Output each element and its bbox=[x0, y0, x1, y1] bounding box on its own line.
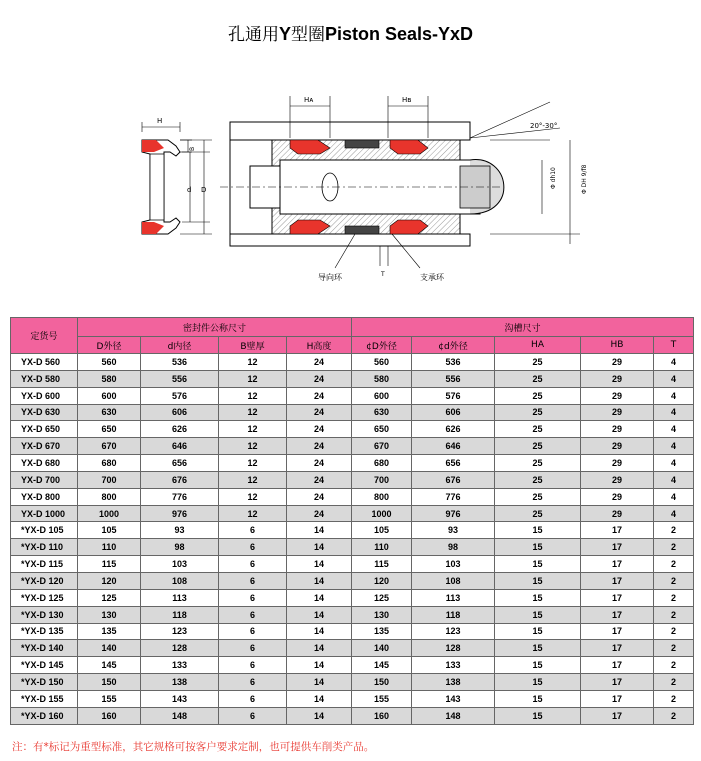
table-cell: 140 bbox=[352, 640, 412, 657]
table-cell: 108 bbox=[141, 572, 219, 589]
table-cell: 17 bbox=[581, 674, 654, 691]
header-group-groove: 沟槽尺寸 bbox=[352, 318, 694, 337]
table-cell: 25 bbox=[495, 505, 581, 522]
table-row bbox=[11, 522, 694, 539]
table-cell: 576 bbox=[141, 387, 219, 404]
label-h: H bbox=[157, 117, 163, 125]
table-cell: 800 bbox=[352, 488, 412, 505]
title-y: Y bbox=[278, 24, 291, 44]
table-cell: 15 bbox=[495, 522, 581, 539]
table-cell: 115 bbox=[78, 556, 141, 573]
table-cell: 646 bbox=[141, 438, 219, 455]
table-cell: 115 bbox=[352, 556, 412, 573]
table-cell: 29 bbox=[581, 438, 654, 455]
table-cell: 6 bbox=[219, 572, 287, 589]
table-row bbox=[11, 640, 694, 657]
table-cell: 103 bbox=[141, 556, 219, 573]
table-cell: 700 bbox=[78, 471, 141, 488]
table-cell: 560 bbox=[352, 354, 412, 371]
table-cell: 600 bbox=[352, 387, 412, 404]
table-row bbox=[11, 539, 694, 556]
table-cell: 6 bbox=[219, 556, 287, 573]
table-body bbox=[11, 354, 694, 725]
table-cell: 1000 bbox=[352, 505, 412, 522]
table-cell: 133 bbox=[141, 657, 219, 674]
table-cell: 15 bbox=[495, 539, 581, 556]
table-row bbox=[11, 572, 694, 589]
table-cell: 6 bbox=[219, 589, 287, 606]
table-cell: 120 bbox=[352, 572, 412, 589]
page-title bbox=[0, 20, 701, 45]
table-cell: 556 bbox=[412, 370, 495, 387]
table-cell: 2 bbox=[654, 657, 694, 674]
table-cell: 17 bbox=[581, 690, 654, 707]
table-cell: 6 bbox=[219, 539, 287, 556]
table-cell: 15 bbox=[495, 690, 581, 707]
table-cell: 93 bbox=[412, 522, 495, 539]
table-cell: 2 bbox=[654, 539, 694, 556]
table-cell: 155 bbox=[78, 690, 141, 707]
table-cell: 120 bbox=[78, 572, 141, 589]
table-cell: 4 bbox=[654, 455, 694, 472]
table-cell: 606 bbox=[412, 404, 495, 421]
table-cell: 148 bbox=[412, 707, 495, 724]
table-cell: 576 bbox=[412, 387, 495, 404]
table-cell: 6 bbox=[219, 606, 287, 623]
table-cell: 25 bbox=[495, 387, 581, 404]
table-row bbox=[11, 707, 694, 724]
table-cell: 2 bbox=[654, 640, 694, 657]
table-cell: 670 bbox=[352, 438, 412, 455]
table-cell: 123 bbox=[412, 623, 495, 640]
table-cell: 17 bbox=[581, 522, 654, 539]
table-cell: 128 bbox=[412, 640, 495, 657]
table-cell: 17 bbox=[581, 572, 654, 589]
table-cell: 6 bbox=[219, 640, 287, 657]
table-cell: 24 bbox=[287, 404, 352, 421]
table-cell: 2 bbox=[654, 623, 694, 640]
table-cell: 800 bbox=[78, 488, 141, 505]
table-cell: 24 bbox=[287, 471, 352, 488]
header-col: ¢d外径 bbox=[412, 337, 495, 354]
table-row bbox=[11, 471, 694, 488]
table-cell: 2 bbox=[654, 674, 694, 691]
table-cell: 105 bbox=[78, 522, 141, 539]
table-cell: 6 bbox=[219, 657, 287, 674]
table-cell: 656 bbox=[141, 455, 219, 472]
table-cell-model: YX-D 560 bbox=[11, 354, 78, 371]
table-cell-model: *YX-D 115 bbox=[11, 556, 78, 573]
table-cell: 29 bbox=[581, 404, 654, 421]
table-cell: 118 bbox=[141, 606, 219, 623]
table-cell: 14 bbox=[287, 539, 352, 556]
table-row bbox=[11, 387, 694, 404]
table-cell: 133 bbox=[412, 657, 495, 674]
table-cell-model: YX-D 700 bbox=[11, 471, 78, 488]
table-cell: 2 bbox=[654, 556, 694, 573]
table-cell: 24 bbox=[287, 387, 352, 404]
table-cell: 15 bbox=[495, 572, 581, 589]
table-cell: 98 bbox=[412, 539, 495, 556]
table-cell: 580 bbox=[352, 370, 412, 387]
table-cell-model: *YX-D 160 bbox=[11, 707, 78, 724]
table-cell: 680 bbox=[352, 455, 412, 472]
table-cell: 656 bbox=[412, 455, 495, 472]
table-cell: 676 bbox=[141, 471, 219, 488]
table-cell: 4 bbox=[654, 370, 694, 387]
table-cell: 140 bbox=[78, 640, 141, 657]
table-cell-model: *YX-D 125 bbox=[11, 589, 78, 606]
table-cell: 600 bbox=[78, 387, 141, 404]
table-cell: 12 bbox=[219, 387, 287, 404]
table-cell: 700 bbox=[352, 471, 412, 488]
table-cell: 24 bbox=[287, 354, 352, 371]
table-row bbox=[11, 438, 694, 455]
table-cell: 24 bbox=[287, 421, 352, 438]
table-cell: 646 bbox=[412, 438, 495, 455]
table-cell: 17 bbox=[581, 623, 654, 640]
table-row bbox=[11, 354, 694, 371]
table-cell: 138 bbox=[412, 674, 495, 691]
table-cell: 15 bbox=[495, 623, 581, 640]
table-cell: 145 bbox=[78, 657, 141, 674]
table-cell: 556 bbox=[141, 370, 219, 387]
table-cell: 560 bbox=[78, 354, 141, 371]
table-cell: 25 bbox=[495, 421, 581, 438]
table-cell: 626 bbox=[412, 421, 495, 438]
table-cell: 15 bbox=[495, 674, 581, 691]
table-cell: 15 bbox=[495, 707, 581, 724]
label-support-ring: 支承环 bbox=[420, 273, 444, 282]
table-cell: 6 bbox=[219, 522, 287, 539]
table-cell: 776 bbox=[412, 488, 495, 505]
table-cell: 976 bbox=[141, 505, 219, 522]
label-guide-ring: 导向环 bbox=[318, 273, 342, 282]
spec-table bbox=[10, 317, 694, 725]
table-cell: 2 bbox=[654, 606, 694, 623]
table-cell: 135 bbox=[78, 623, 141, 640]
table-cell: 680 bbox=[78, 455, 141, 472]
table-row bbox=[11, 488, 694, 505]
table-cell: 105 bbox=[352, 522, 412, 539]
table-row bbox=[11, 589, 694, 606]
table-cell: 12 bbox=[219, 471, 287, 488]
table-cell: 6 bbox=[219, 707, 287, 724]
table-cell-model: *YX-D 130 bbox=[11, 606, 78, 623]
table-cell: 17 bbox=[581, 539, 654, 556]
table-cell: 12 bbox=[219, 370, 287, 387]
piston-assembly bbox=[220, 122, 504, 246]
table-cell: 17 bbox=[581, 589, 654, 606]
table-cell: 17 bbox=[581, 640, 654, 657]
table-cell: 15 bbox=[495, 606, 581, 623]
table-cell: 155 bbox=[352, 690, 412, 707]
table-cell: 143 bbox=[412, 690, 495, 707]
table-cell: 113 bbox=[141, 589, 219, 606]
label-angle: 20°-30° bbox=[530, 122, 558, 130]
table-cell: 138 bbox=[141, 674, 219, 691]
table-cell: 14 bbox=[287, 522, 352, 539]
table-cell: 14 bbox=[287, 657, 352, 674]
table-cell-model: *YX-D 145 bbox=[11, 657, 78, 674]
table-cell: 29 bbox=[581, 354, 654, 371]
table-cell: 4 bbox=[654, 505, 694, 522]
table-cell: 150 bbox=[78, 674, 141, 691]
table-cell: 17 bbox=[581, 606, 654, 623]
table-cell: 130 bbox=[352, 606, 412, 623]
table-cell: 14 bbox=[287, 707, 352, 724]
table-cell: 626 bbox=[141, 421, 219, 438]
table-cell: 24 bbox=[287, 455, 352, 472]
table-cell: 29 bbox=[581, 387, 654, 404]
table-cell: 2 bbox=[654, 690, 694, 707]
table-cell: 14 bbox=[287, 640, 352, 657]
table-cell: 536 bbox=[412, 354, 495, 371]
table-cell: 4 bbox=[654, 387, 694, 404]
table-cell: 976 bbox=[412, 505, 495, 522]
header-col: HA bbox=[495, 337, 581, 354]
table-row bbox=[11, 370, 694, 387]
table-cell: 29 bbox=[581, 421, 654, 438]
table-cell: 14 bbox=[287, 690, 352, 707]
table-cell: 6 bbox=[219, 690, 287, 707]
label-dh9: Φ DH 9/f8 bbox=[581, 164, 588, 194]
table-row bbox=[11, 623, 694, 640]
table-cell-model: YX-D 580 bbox=[11, 370, 78, 387]
table-cell: 15 bbox=[495, 556, 581, 573]
table-cell-model: YX-D 670 bbox=[11, 438, 78, 455]
title-xing: 型圈 bbox=[290, 25, 325, 45]
table-cell: 15 bbox=[495, 589, 581, 606]
label-t: T bbox=[381, 271, 385, 278]
table-row bbox=[11, 674, 694, 691]
table-cell: 4 bbox=[654, 471, 694, 488]
title-english: Piston Seals-YxD bbox=[324, 24, 474, 44]
table-cell-model: *YX-D 105 bbox=[11, 522, 78, 539]
table-cell: 130 bbox=[78, 606, 141, 623]
header-group-seal: 密封件公称尺寸 bbox=[78, 318, 352, 337]
table-row bbox=[11, 505, 694, 522]
table-cell: 14 bbox=[287, 589, 352, 606]
table-cell: 110 bbox=[352, 539, 412, 556]
table-cell: 2 bbox=[654, 572, 694, 589]
table-cell-model: *YX-D 140 bbox=[11, 640, 78, 657]
table-cell: 150 bbox=[352, 674, 412, 691]
table-cell: 6 bbox=[219, 623, 287, 640]
table-cell: 29 bbox=[581, 505, 654, 522]
header-col: H高度 bbox=[287, 337, 352, 354]
table-cell: 14 bbox=[287, 674, 352, 691]
table-cell: 12 bbox=[219, 438, 287, 455]
table-cell-model: YX-D 630 bbox=[11, 404, 78, 421]
table-cell: 135 bbox=[352, 623, 412, 640]
table-cell: 24 bbox=[287, 370, 352, 387]
table-cell: 148 bbox=[141, 707, 219, 724]
header-col: B壁厚 bbox=[219, 337, 287, 354]
table-row bbox=[11, 421, 694, 438]
table-cell-model: YX-D 1000 bbox=[11, 505, 78, 522]
table-cell: 12 bbox=[219, 421, 287, 438]
header-col: d内径 bbox=[141, 337, 219, 354]
table-row bbox=[11, 606, 694, 623]
table-cell: 24 bbox=[287, 505, 352, 522]
table-cell: 14 bbox=[287, 572, 352, 589]
table-cell: 143 bbox=[141, 690, 219, 707]
table-cell: 17 bbox=[581, 707, 654, 724]
header-col: ¢D外径 bbox=[352, 337, 412, 354]
table-cell-model: *YX-D 120 bbox=[11, 572, 78, 589]
header-col: D外径 bbox=[78, 337, 141, 354]
table-cell: 160 bbox=[78, 707, 141, 724]
table-row bbox=[11, 556, 694, 573]
table-cell: 103 bbox=[412, 556, 495, 573]
table-cell: 12 bbox=[219, 404, 287, 421]
table-cell-model: YX-D 800 bbox=[11, 488, 78, 505]
table-cell: 676 bbox=[412, 471, 495, 488]
table-cell: 24 bbox=[287, 488, 352, 505]
table-cell: 25 bbox=[495, 370, 581, 387]
table-cell: 108 bbox=[412, 572, 495, 589]
table-cell: 776 bbox=[141, 488, 219, 505]
label-ha: Hᴀ bbox=[304, 96, 314, 104]
table-row bbox=[11, 404, 694, 421]
table-row bbox=[11, 455, 694, 472]
table-cell: 12 bbox=[219, 455, 287, 472]
label-b: B bbox=[189, 146, 196, 151]
table-cell: 2 bbox=[654, 707, 694, 724]
table-cell: 12 bbox=[219, 354, 287, 371]
table-cell: 4 bbox=[654, 488, 694, 505]
table-cell: 14 bbox=[287, 606, 352, 623]
table-cell-model: *YX-D 110 bbox=[11, 539, 78, 556]
table-cell-model: *YX-D 150 bbox=[11, 674, 78, 691]
header-col: T bbox=[654, 337, 694, 354]
table-cell: 25 bbox=[495, 404, 581, 421]
table-cell: 145 bbox=[352, 657, 412, 674]
table-cell: 125 bbox=[78, 589, 141, 606]
table-cell: 24 bbox=[287, 438, 352, 455]
table-cell: 630 bbox=[352, 404, 412, 421]
table-cell-model: YX-D 650 bbox=[11, 421, 78, 438]
table-row bbox=[11, 657, 694, 674]
table-cell: 17 bbox=[581, 657, 654, 674]
label-d-small: d bbox=[187, 186, 192, 194]
table-cell: 25 bbox=[495, 438, 581, 455]
table-cell: 25 bbox=[495, 488, 581, 505]
table-cell-model: YX-D 600 bbox=[11, 387, 78, 404]
table-cell: 4 bbox=[654, 421, 694, 438]
table-cell-model: *YX-D 135 bbox=[11, 623, 78, 640]
table-cell: 15 bbox=[495, 657, 581, 674]
table-cell: 29 bbox=[581, 455, 654, 472]
table-cell: 29 bbox=[581, 370, 654, 387]
table-cell-model: YX-D 680 bbox=[11, 455, 78, 472]
table-cell: 650 bbox=[352, 421, 412, 438]
seal-diagram bbox=[130, 82, 590, 292]
table-cell: 25 bbox=[495, 455, 581, 472]
table-cell: 4 bbox=[654, 354, 694, 371]
table-cell: 12 bbox=[219, 488, 287, 505]
label-dh10: Φ dh10 bbox=[550, 167, 557, 189]
table-cell: 17 bbox=[581, 556, 654, 573]
table-cell: 93 bbox=[141, 522, 219, 539]
table-cell-model: *YX-D 155 bbox=[11, 690, 78, 707]
table-cell: 113 bbox=[412, 589, 495, 606]
table-cell: 670 bbox=[78, 438, 141, 455]
table-cell: 12 bbox=[219, 505, 287, 522]
table-cell: 98 bbox=[141, 539, 219, 556]
table-cell: 110 bbox=[78, 539, 141, 556]
label-d-big: D bbox=[201, 186, 207, 194]
table-cell: 536 bbox=[141, 354, 219, 371]
table-cell: 128 bbox=[141, 640, 219, 657]
table-cell: 4 bbox=[654, 438, 694, 455]
table-cell: 580 bbox=[78, 370, 141, 387]
footnote: 注：有*标记为重型标准，其它规格可按客户要求定制，也可提供车削类产品。 bbox=[12, 741, 375, 753]
table-cell: 2 bbox=[654, 589, 694, 606]
header-model: 定货号 bbox=[11, 318, 78, 354]
table-cell: 29 bbox=[581, 471, 654, 488]
label-hb: Hʙ bbox=[402, 96, 412, 104]
table-cell: 606 bbox=[141, 404, 219, 421]
table-cell: 14 bbox=[287, 623, 352, 640]
table-cell: 29 bbox=[581, 488, 654, 505]
table-cell: 14 bbox=[287, 556, 352, 573]
table-cell: 650 bbox=[78, 421, 141, 438]
table-cell: 125 bbox=[352, 589, 412, 606]
table-cell: 2 bbox=[654, 522, 694, 539]
table-cell: 25 bbox=[495, 471, 581, 488]
table-row bbox=[11, 690, 694, 707]
table-cell: 123 bbox=[141, 623, 219, 640]
table-cell: 25 bbox=[495, 354, 581, 371]
table-cell: 630 bbox=[78, 404, 141, 421]
seal-cross-section bbox=[142, 140, 180, 234]
table-cell: 15 bbox=[495, 640, 581, 657]
title-chinese: 孔通用 bbox=[227, 25, 279, 45]
table-cell: 160 bbox=[352, 707, 412, 724]
table-cell: 1000 bbox=[78, 505, 141, 522]
header-col: HB bbox=[581, 337, 654, 354]
table-cell: 118 bbox=[412, 606, 495, 623]
table-cell: 6 bbox=[219, 674, 287, 691]
table-cell: 4 bbox=[654, 404, 694, 421]
